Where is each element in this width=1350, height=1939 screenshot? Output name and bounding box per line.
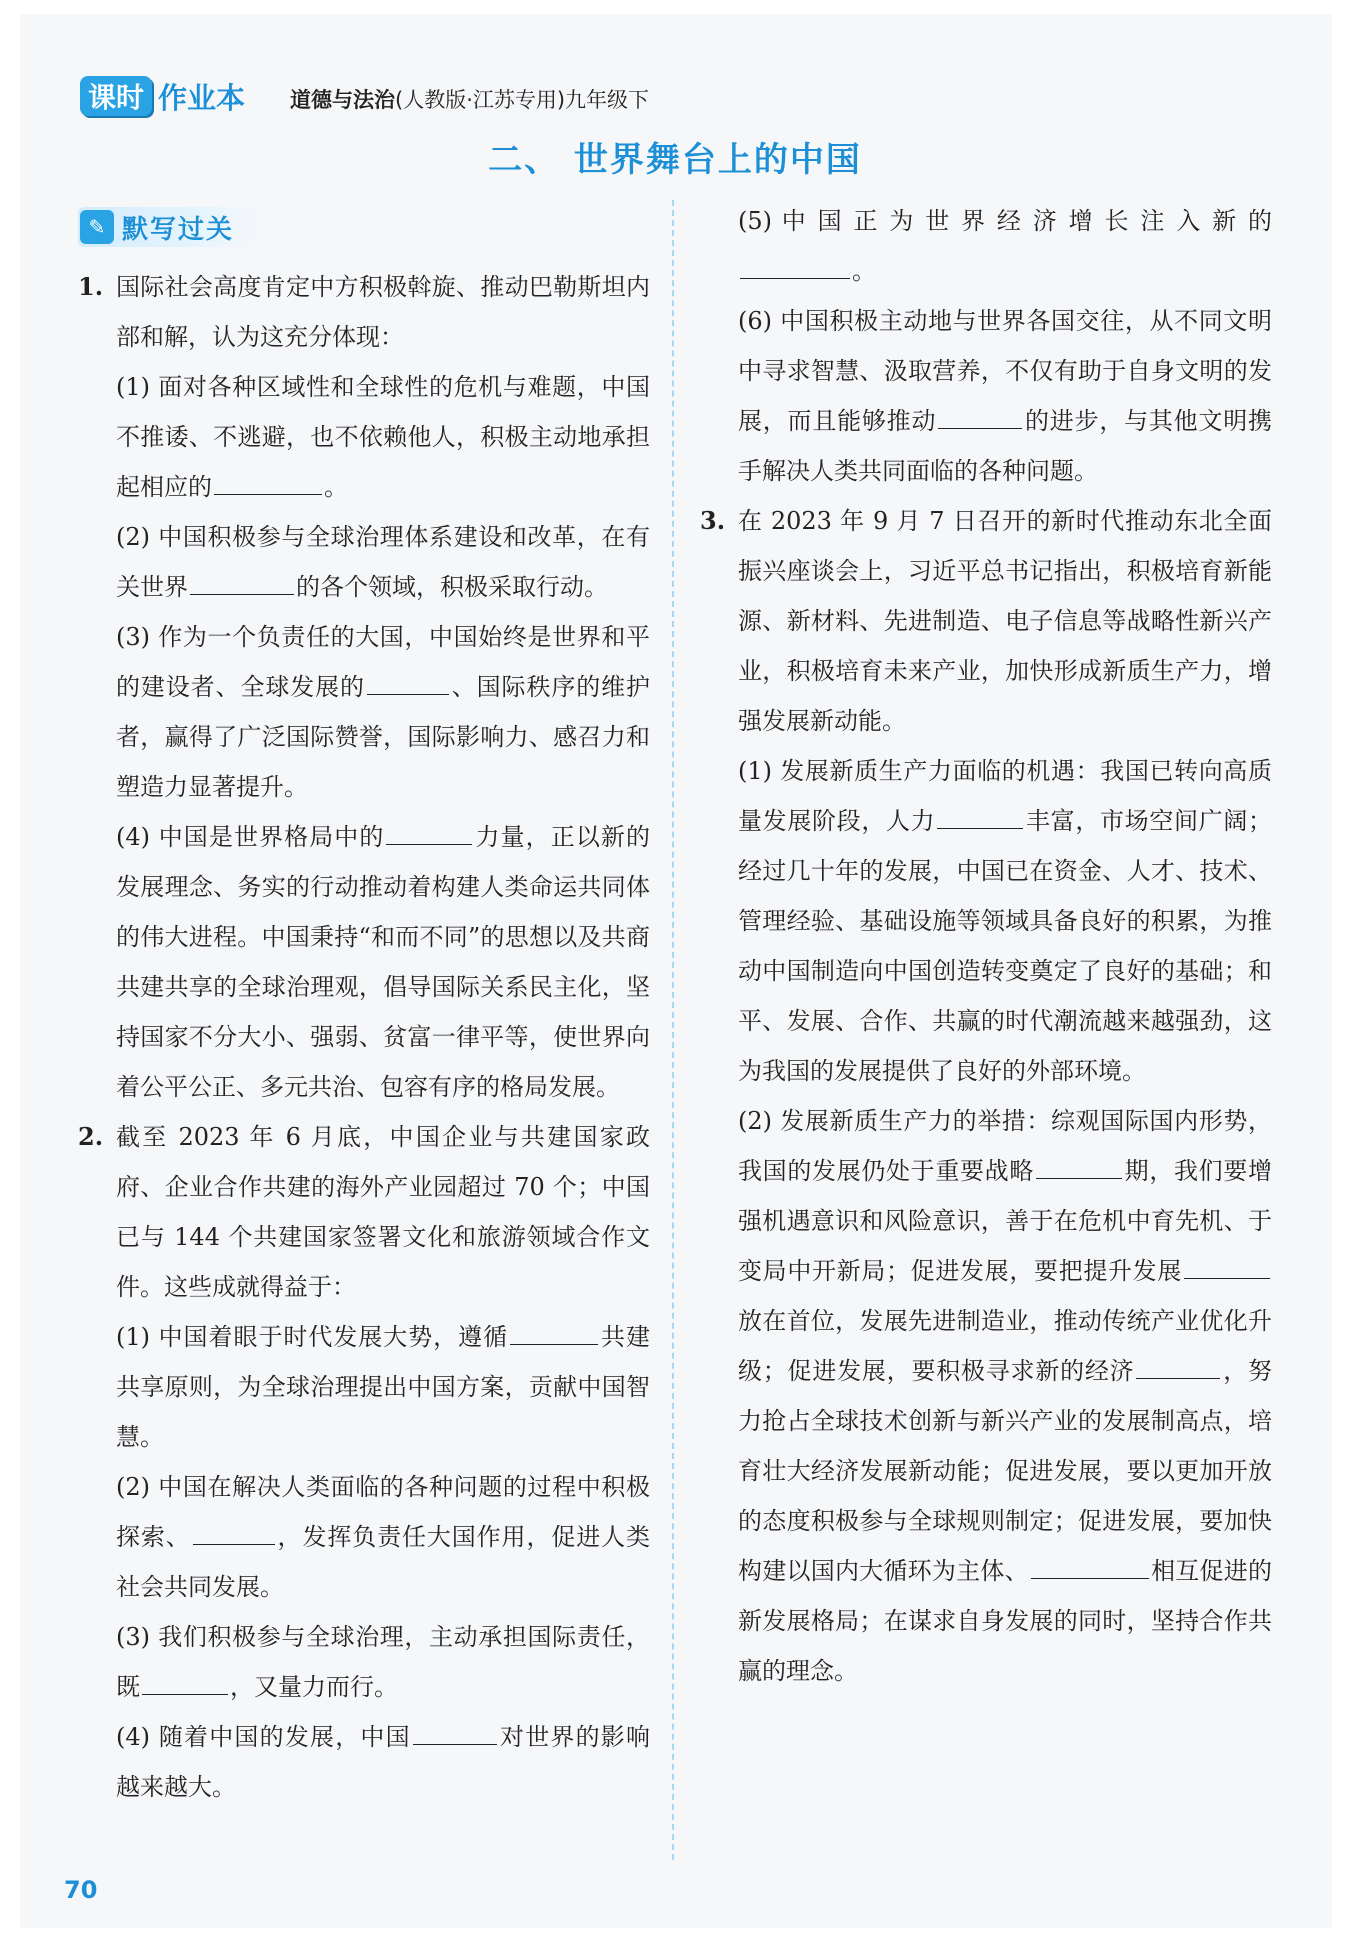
- q2-item-2: (2) 中国在解决人类面临的各种问题的过程中积极探索、 ，发挥负责任大国作用，促进人类社会共同发展。: [116, 1473, 651, 1601]
- question-number: 1.: [78, 272, 104, 301]
- brand-name: 作业本: [158, 80, 246, 115]
- edition: (人教版·江苏专用)九年级下: [395, 88, 650, 112]
- column-divider: [672, 200, 674, 1860]
- book-title: [290, 84, 649, 114]
- answer-blank[interactable]: [510, 1320, 598, 1345]
- question-1-stem: 1. 国际社会高度肯定中方积极斡旋、推动巴勒斯坦内部和解，认为这充分体现：: [78, 262, 650, 362]
- answer-blank[interactable]: [740, 254, 850, 279]
- q1-item-3: (3) 作为一个负责任的大国，中国始终是世界和平的建设者、全球发展的 、国际秩序的维护者，赢得了广泛国际赞誉，国际影响力、感召力和塑造力显著提升。: [116, 623, 651, 801]
- section-badge: [78, 207, 262, 247]
- answer-blank[interactable]: [937, 804, 1023, 829]
- answer-blank[interactable]: [367, 670, 449, 695]
- section-title: 二、 世界舞台上的中国: [488, 140, 862, 180]
- q2-item-4: (4) 随着中国的发展，中国 对世界的影响越来越大。: [78, 1712, 650, 1812]
- q2-item-3: (3) 我们积极参与全球治理，主动承担国际责任，既 ，又量力而行。: [116, 1623, 650, 1701]
- brand: [80, 76, 245, 116]
- q3-item-2: (2) 发展新质生产力的举措：综观国际国内形势，我国的发展仍处于重要战略 期，我们要增强机遇意识和风险意识，善于在危机中育先机、于变局中开新局；促进发展，要把提升发展放在首位，发展先进制造业，推动传统产业优化升级；促进发展，要积极寻求新的经济 ，努力抢占全球技术创新与新兴产业的发展制高点，培育壮大经济发展新动能；促进发展，要以更加开放的态度积极参与全球规则制定；促进发展，要加快构建以国内大循环为主体、 相互促进的新发展格局；在谋求自身发展的同时，坚持合作共赢的理念。: [738, 1107, 1273, 1685]
- answer-blank[interactable]: [1036, 1154, 1122, 1179]
- answer-blank[interactable]: [1136, 1354, 1220, 1379]
- answer-blank[interactable]: [214, 470, 322, 495]
- question-number: 2.: [78, 1122, 104, 1151]
- right-column: [700, 196, 1272, 1696]
- answer-blank[interactable]: [142, 1670, 228, 1695]
- pencil-icon: ✎: [80, 210, 114, 244]
- answer-blank[interactable]: [938, 404, 1022, 429]
- question-2-stem: 2. 截至 2023 年 6 月底，中国企业与共建国家政府、企业合作共建的海外产业园超过 70 个；中国已与 144 个共建国家签署文化和旅游领域合作文件。这些成就得益于：: [78, 1112, 650, 1312]
- answer-blank[interactable]: [193, 1520, 275, 1545]
- brand-logo: 课时: [80, 76, 152, 116]
- answer-blank[interactable]: [386, 820, 472, 845]
- q2-item-1: (1) 中国着眼于时代发展大势，遵循 共建共享原则，为全球治理提出中国方案，贡献中国智慧。: [78, 1312, 650, 1462]
- q2-item-6: (6) 中国积极主动地与世界各国交往，从不同文明中寻求智慧、汲取营养，不仅有助于自身文明的发展，而且能够推动 的进步，与其他文明携手解决人类共同面临的各种问题。: [738, 307, 1273, 485]
- q1-item-2: (2) 中国积极参与全球治理体系建设和改革，在有关世界 的各个领域，积极采取行动。: [116, 523, 650, 601]
- q2-item-5: (5) 中 国 正 为 世 界 经 济 增 长 注 入 新 的。: [738, 207, 1272, 285]
- answer-blank[interactable]: [1031, 1554, 1149, 1579]
- question-3-stem: 3. 在 2023 年 9 月 7 日召开的新时代推动东北全面振兴座谈会上，习近平总书记指出，积极培育新能源、新材料、先进制造、电子信息等战略性新兴产业，积极培育未来产业，加快形成新质生产力，增强发展新动能。: [700, 496, 1272, 746]
- answer-blank[interactable]: [1184, 1254, 1270, 1279]
- answer-blank[interactable]: [413, 1720, 497, 1745]
- q1-item-1: (1) 面对各种区域性和全球性的危机与难题，中国不推诿、不逃避，也不依赖他人，积极主动地承担起相应的 。: [116, 373, 650, 501]
- page-number: 70: [64, 1876, 98, 1904]
- left-column: [78, 262, 650, 1812]
- question-number: 3.: [700, 506, 726, 535]
- q1-item-4: (4) 中国是世界格局中的 力量，正以新的发展理念、务实的行动推动着构建人类命运共同体的伟大进程。中国秉持“和而不同”的思想以及共商共建共享的全球治理观，倡导国际关系民主化，坚持国家不分大小、强弱、贫富一律平等，使世界向着公平公正、多元共治、包容有序的格局发展。: [78, 812, 650, 1112]
- answer-blank[interactable]: [190, 570, 294, 595]
- q3-item-1: (1) 发展新质生产力面临的机遇：我国已转向高质量发展阶段，人力 丰富，市场空间广阔；经过几十年的发展，中国已在资金、人才、技术、管理经验、基础设施等领域具备良好的积累，为推动中国制造向中国创造转变奠定了良好的基础；和平、发展、合作、共赢的时代潮流越来越强劲，这为我国的发展提供了良好的外部环境。: [738, 757, 1273, 1085]
- badge-label: 默写过关: [122, 214, 235, 245]
- subject: 道德与法治: [290, 88, 395, 112]
